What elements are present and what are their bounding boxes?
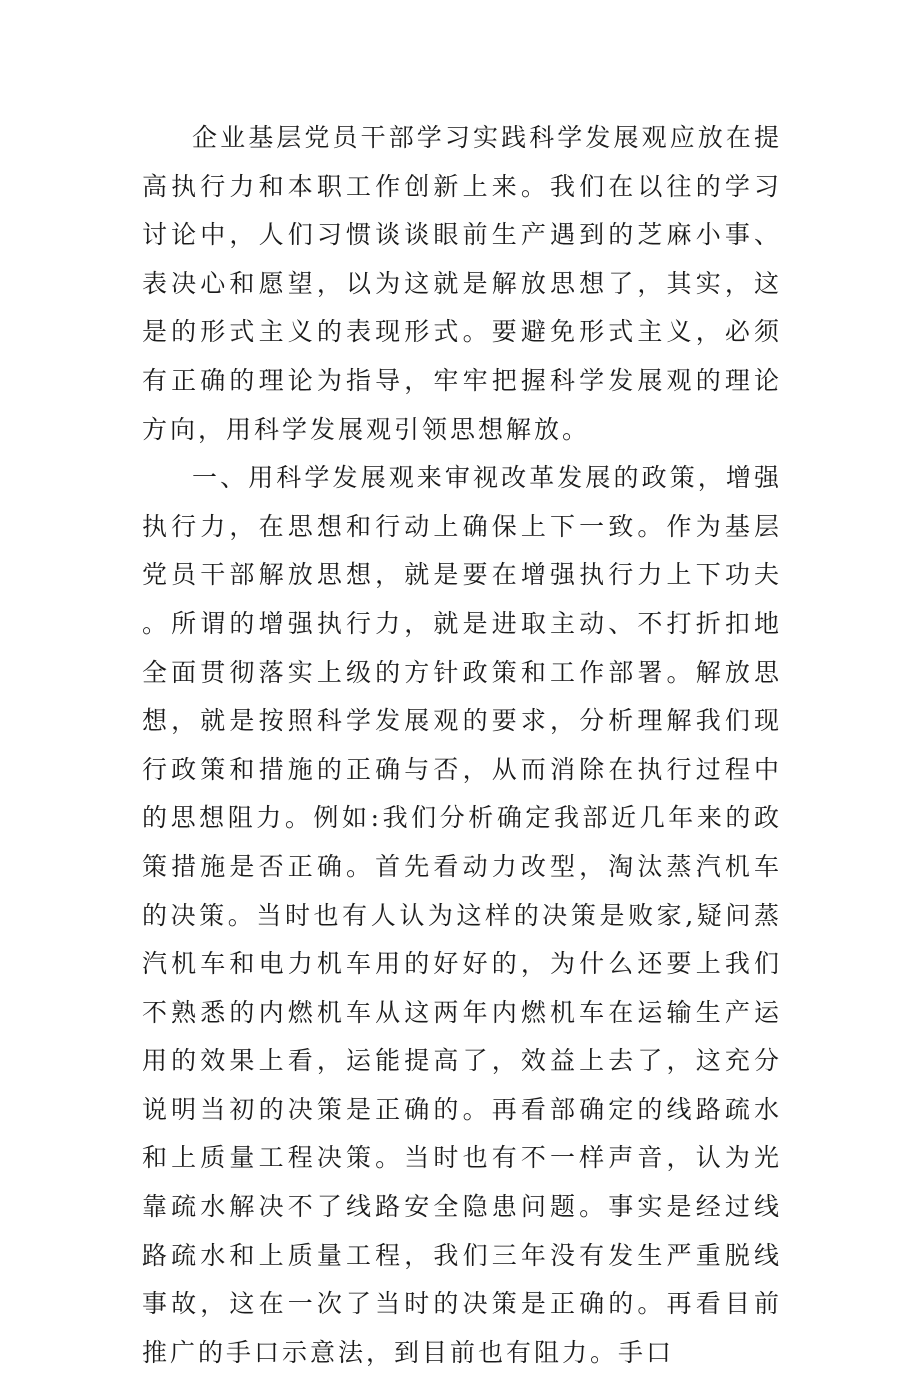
- document-body: [142, 114, 782, 1377]
- paragraph-section-one: 一、用科学发展观来审视改革发展的政策，增强执行力，在思想和行动上确保上下一致。作为基层党员干部解放思想，就是要在增强执行力上下功夫。所谓的增强执行力，就是进取主动、不打折扣地全面贯彻落实上级的方针政策和工作部署。解放思想，就是按照科学发展观的要求，分析理解我们现行政策和措施的正确与否，从而消除在执行过程中的思想阻力。例如:我们分析确定我部近几年来的政策措施是否正确。首先看动力改型，淘汰蒸汽机车的决策。当时也有人认为这样的决策是败家,疑问蒸汽机车和电力机车用的好好的，为什么还要上我们不熟悉的内燃机车从这两年内燃机车在运输生产运用的效果上看，运能提高了，效益上去了，这充分说明当初的决策是正确的。再看部确定的线路疏水和上质量工程决策。当时也有不一样声音，认为光靠疏水解决不了线路安全隐患问题。事实是经过线路疏水和上质量工程，我们三年没有发生严重脱线事故，这在一次了当时的决策是正确的。再看目前推广的手口示意法，到目前也有阻力。手口: [142, 463, 782, 1367]
- paragraph-intro: 企业基层党员干部学习实践科学发展观应放在提高执行力和本职工作创新上来。我们在以往的学习讨论中，人们习惯谈谈眼前生产遇到的芝麻小事、表决心和愿望，以为这就是解放思想了，其实，这是的形式主义的表现形式。要避免形式主义，必须有正确的理论为指导，牢牢把握科学发展观的理论方向，用科学发展观引领思想解放。: [142, 123, 782, 444]
